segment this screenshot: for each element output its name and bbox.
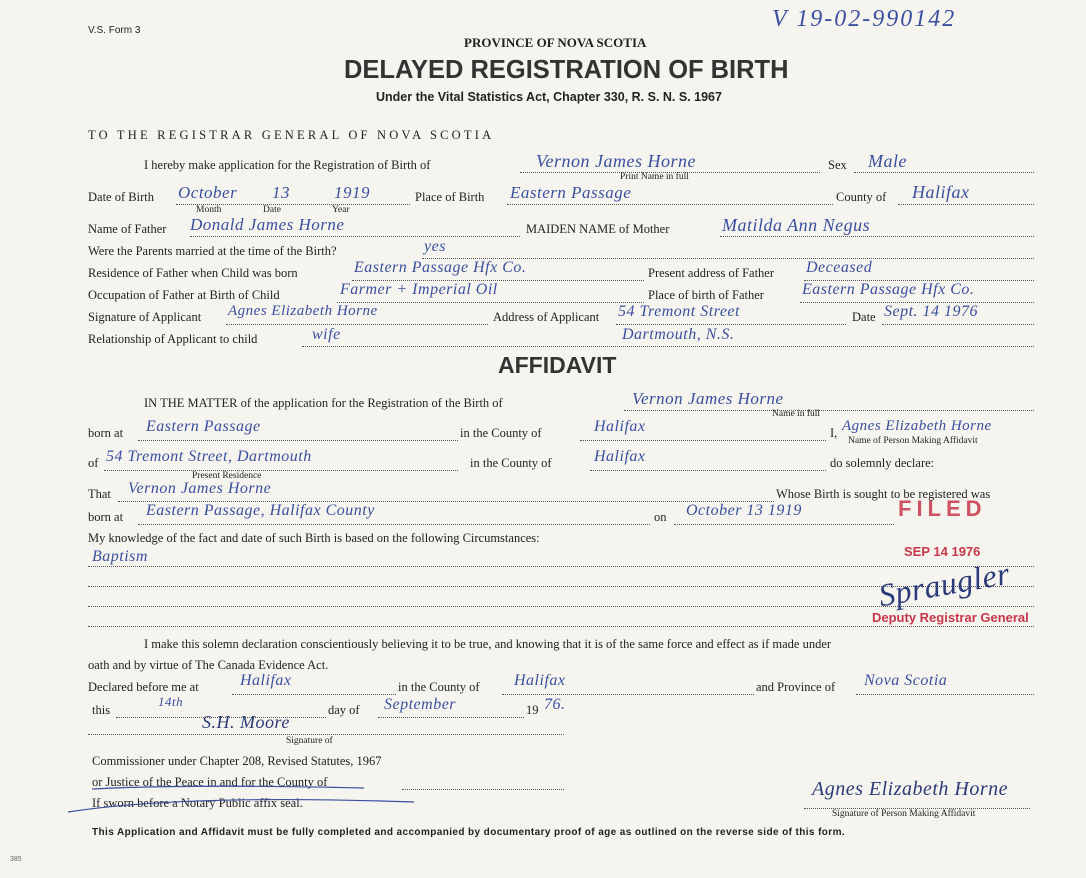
i-label: I, <box>830 426 838 440</box>
sex-label: Sex <box>828 158 847 172</box>
sex-field: Male <box>868 151 907 171</box>
deponent-signature: Agnes Elizabeth Horne <box>812 778 1009 800</box>
sig-label: Signature of Applicant <box>88 310 202 324</box>
commissioner-line-1: Commissioner under Chapter 208, Revised Statutes, 1967 <box>92 754 382 768</box>
of-label: of <box>88 456 99 470</box>
signature-of-label: Signature of <box>286 736 333 746</box>
that-label: That <box>88 487 111 501</box>
county-label: County of <box>836 190 887 204</box>
stamp-date: SEP 14 1976 <box>904 544 981 559</box>
residence-hint: Present Residence <box>192 471 262 481</box>
matter-label: IN THE MATTER of the application for the Registration of the Birth of <box>144 396 503 410</box>
page-subtitle: Under the Vital Statistics Act, Chapter 330, R. S. N. S. 1967 <box>376 90 722 104</box>
date-field: Sept. 14 1976 <box>884 303 979 320</box>
filed-stamp: FILED <box>898 496 987 521</box>
province-label: and Province of <box>756 680 836 694</box>
present-addr-label: Present address of Father <box>648 266 775 280</box>
present-addr-field: Deceased <box>806 259 873 276</box>
residence-field: 54 Tremont Street, Dartmouth <box>106 448 312 465</box>
form-id: V.S. Form 3 <box>88 25 141 36</box>
commissioner-line-2: or Justice of the Peace in and for the County of <box>92 775 328 789</box>
strike-through-marks <box>64 776 424 820</box>
solemn-line-1: I make this solemn declaration conscientiously believing it to be true, and knowing that it is of the same force and effect as if made under <box>144 637 832 651</box>
dob-date-field: 13 <box>272 183 290 202</box>
commissioner-line-3: If sworn before a Notary Public affix seal. <box>92 796 303 810</box>
addr-label: Address of Applicant <box>493 310 600 324</box>
province-heading: PROVINCE OF NOVA SCOTIA <box>464 35 647 50</box>
declared-at-field: Halifax <box>240 672 292 689</box>
county-field: Halifax <box>912 182 970 202</box>
solemn-line-2: oath and by virtue of The Canada Evidence Act. <box>88 658 329 672</box>
mother-label: MAIDEN NAME of Mother <box>526 222 670 236</box>
father-field: Donald James Horne <box>190 215 345 234</box>
mother-field: Matilda Ann Negus <box>722 215 871 235</box>
month-hint: Month <box>196 205 222 215</box>
occupation-field: Farmer + Imperial Oil <box>340 281 498 298</box>
on-date-field: October 13 1919 <box>686 502 802 519</box>
father-pob-field: Eastern Passage Hfx Co. <box>802 281 975 298</box>
in-county2-field: Halifax <box>594 448 646 465</box>
pob-field: Eastern Passage <box>510 183 632 202</box>
commissioner-signature: S.H. Moore <box>202 712 290 732</box>
footer-code: 385 <box>10 856 22 863</box>
year-suffix-field: 76. <box>544 696 566 713</box>
day-field: 14th <box>158 694 184 709</box>
declared-county-label: in the County of <box>398 680 480 694</box>
born-at2-field: Eastern Passage, Halifax County <box>146 502 375 519</box>
circumstance-field: Baptism <box>92 548 148 565</box>
dob-year-field: 1919 <box>334 183 370 202</box>
that-name-field: Vernon James Horne <box>128 480 272 497</box>
day-of-label: day of <box>328 703 360 717</box>
page-title: DELAYED REGISTRATION OF BIRTH <box>344 54 789 84</box>
knowledge-label: My knowledge of the fact and date of such Birth is based on the following Circumstances: <box>88 531 540 545</box>
footer-note: This Application and Affidavit must be fully completed and accompanied by documentary proof of age as outlined on the reverse side of this form. <box>92 827 846 838</box>
res-father-label: Residence of Father when Child was born <box>88 266 298 280</box>
father-label: Name of Father <box>88 222 167 236</box>
deponent-field: Agnes Elizabeth Horne <box>842 418 992 434</box>
child-name-field: Vernon James Horne <box>536 151 696 171</box>
addr-line2-field: Dartmouth, N.S. <box>622 326 735 343</box>
occupation-label: Occupation of Father at Birth of Child <box>88 288 280 302</box>
born-at-field: Eastern Passage <box>146 418 261 435</box>
dob-month-field: October <box>178 183 238 202</box>
stamp-signature: Spraugler <box>875 554 1013 614</box>
declared-county-field: Halifax <box>514 672 566 689</box>
deponent-hint: Name of Person Making Affidavit <box>848 436 978 446</box>
declare-label: do solemnly declare: <box>830 456 935 470</box>
in-county2-label: in the County of <box>470 456 552 470</box>
province-field: Nova Scotia <box>864 672 948 689</box>
year-hint: Year <box>332 205 350 215</box>
on-label: on <box>654 510 667 524</box>
print-hint: Print Name in full <box>620 172 689 182</box>
pob-label: Place of Birth <box>415 190 485 204</box>
addressee: TO THE REGISTRAR GENERAL OF NOVA SCOTIA <box>88 128 495 142</box>
relationship-field: wife <box>312 326 341 343</box>
relationship-label: Relationship of Applicant to child <box>88 332 258 346</box>
in-county-label: in the County of <box>460 426 542 440</box>
res-father-field: Eastern Passage Hfx Co. <box>354 259 527 276</box>
applicant-signature: Agnes Elizabeth Horne <box>228 303 378 319</box>
addr-field: 54 Tremont Street <box>618 303 740 320</box>
matter-name-field: Vernon James Horne <box>632 389 784 408</box>
father-pob-label: Place of birth of Father <box>648 288 764 302</box>
file-number: V 19-02-990142 <box>772 6 957 32</box>
intro-label: I hereby make application for the Registration of Birth of <box>144 158 431 172</box>
declared-label: Declared before me at <box>88 680 199 694</box>
born-at2-label: born at <box>88 510 124 524</box>
name-hint: Name in full <box>772 409 821 419</box>
date-hint: Date <box>263 205 281 215</box>
year-prefix: 19 <box>526 703 539 717</box>
born-at-label: born at <box>88 426 124 440</box>
in-county-field: Halifax <box>594 418 646 435</box>
married-label: Were the Parents married at the time of the Birth? <box>88 244 337 258</box>
married-field: yes <box>424 238 446 255</box>
stamp-title: Deputy Registrar General <box>872 610 1029 625</box>
this-label: this <box>92 703 111 717</box>
whose-birth-label: Whose Birth is sought to be registered was <box>776 487 991 501</box>
month-field: September <box>384 696 457 713</box>
date-label: Date <box>852 310 876 324</box>
dob-label: Date of Birth <box>88 190 154 204</box>
deponent-sig-hint: Signature of Person Making Affidavit <box>832 809 976 819</box>
affidavit-title: AFFIDAVIT <box>498 352 617 378</box>
